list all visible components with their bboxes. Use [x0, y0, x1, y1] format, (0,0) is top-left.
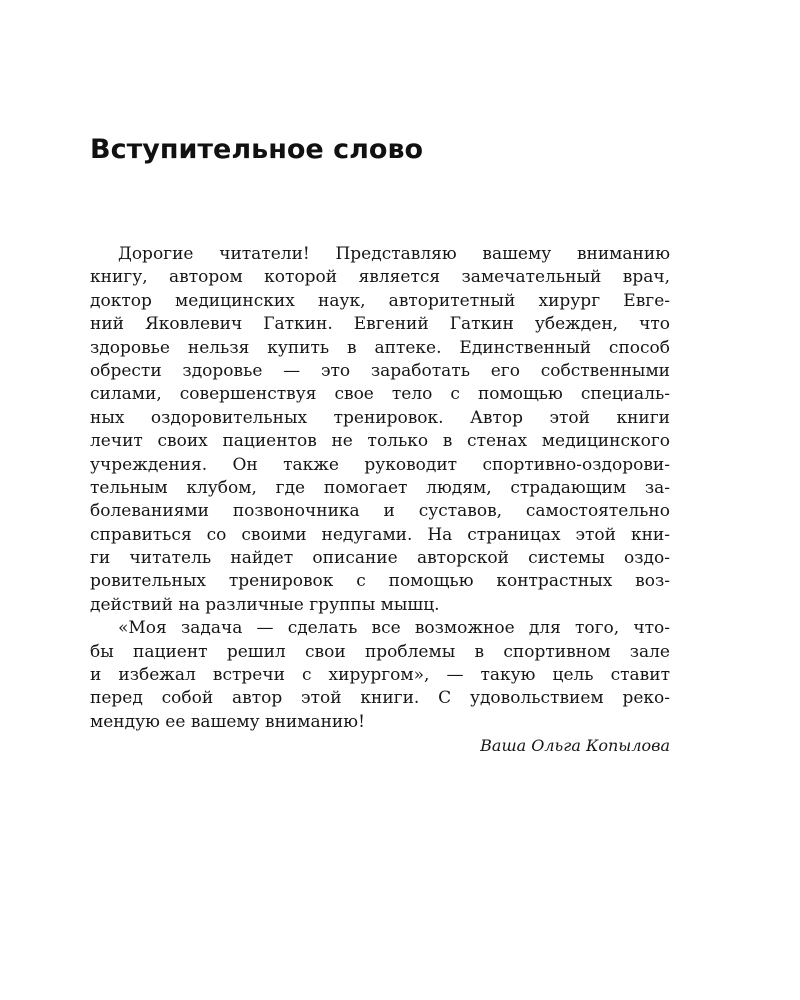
text-line: тельным клубом, где помогает людям, страдающим за- [90, 477, 670, 498]
text-line: и избежал встречи с хирургом», — такую цель ставит [90, 665, 670, 686]
text-line: ги читатель найдет описание авторской системы оздо- [90, 548, 670, 569]
text-line: болеваниями позвоночника и суставов, самостоятельно [90, 501, 670, 522]
text-line: доктор медицинских наук, авторитетный хирург Евге- [90, 290, 670, 311]
text-line: ных оздоровительных тренировок. Автор этой книги [90, 407, 670, 428]
text-line: ний Яковлевич Гаткин. Евгений Гаткин убежден, что [90, 314, 670, 335]
text-line: силами, совершенствуя свое тело с помощью специаль- [90, 384, 670, 405]
text-line: Дорогие читатели! Представляю вашему вниманию [118, 244, 670, 264]
text-line: обрести здоровье — это заработать его собственными [90, 360, 670, 381]
text-line: здоровье нельзя купить в аптеке. Единственный способ [90, 337, 670, 358]
page-heading: Вступительное слово [90, 134, 424, 165]
text-line: «Моя задача — сделать все возможное для того, что- [118, 618, 670, 639]
text-line: справиться со своими недугами. На страницах этой кни- [90, 524, 670, 545]
text-line: лечит своих пациентов не только в стенах медицинского [90, 431, 670, 452]
text-line: ровительных тренировок с помощью контрастных воз- [90, 571, 670, 592]
text-line: мендую ее вашему вниманию! [90, 711, 365, 732]
text-line: действий на различные группы мышц. [90, 594, 440, 615]
text-line: учреждения. Он также руководит спортивно-оздорови- [90, 454, 670, 475]
text-line: перед собой автор этой книги. С удовольствием реко- [90, 688, 670, 709]
text-line: книгу, автором которой является замечательный врач, [90, 267, 670, 288]
signature: Ваша Ольга Копылова [480, 736, 670, 755]
introduction-text [90, 243, 670, 734]
text-line: бы пациент решил свои проблемы в спортивном зале [90, 641, 670, 662]
